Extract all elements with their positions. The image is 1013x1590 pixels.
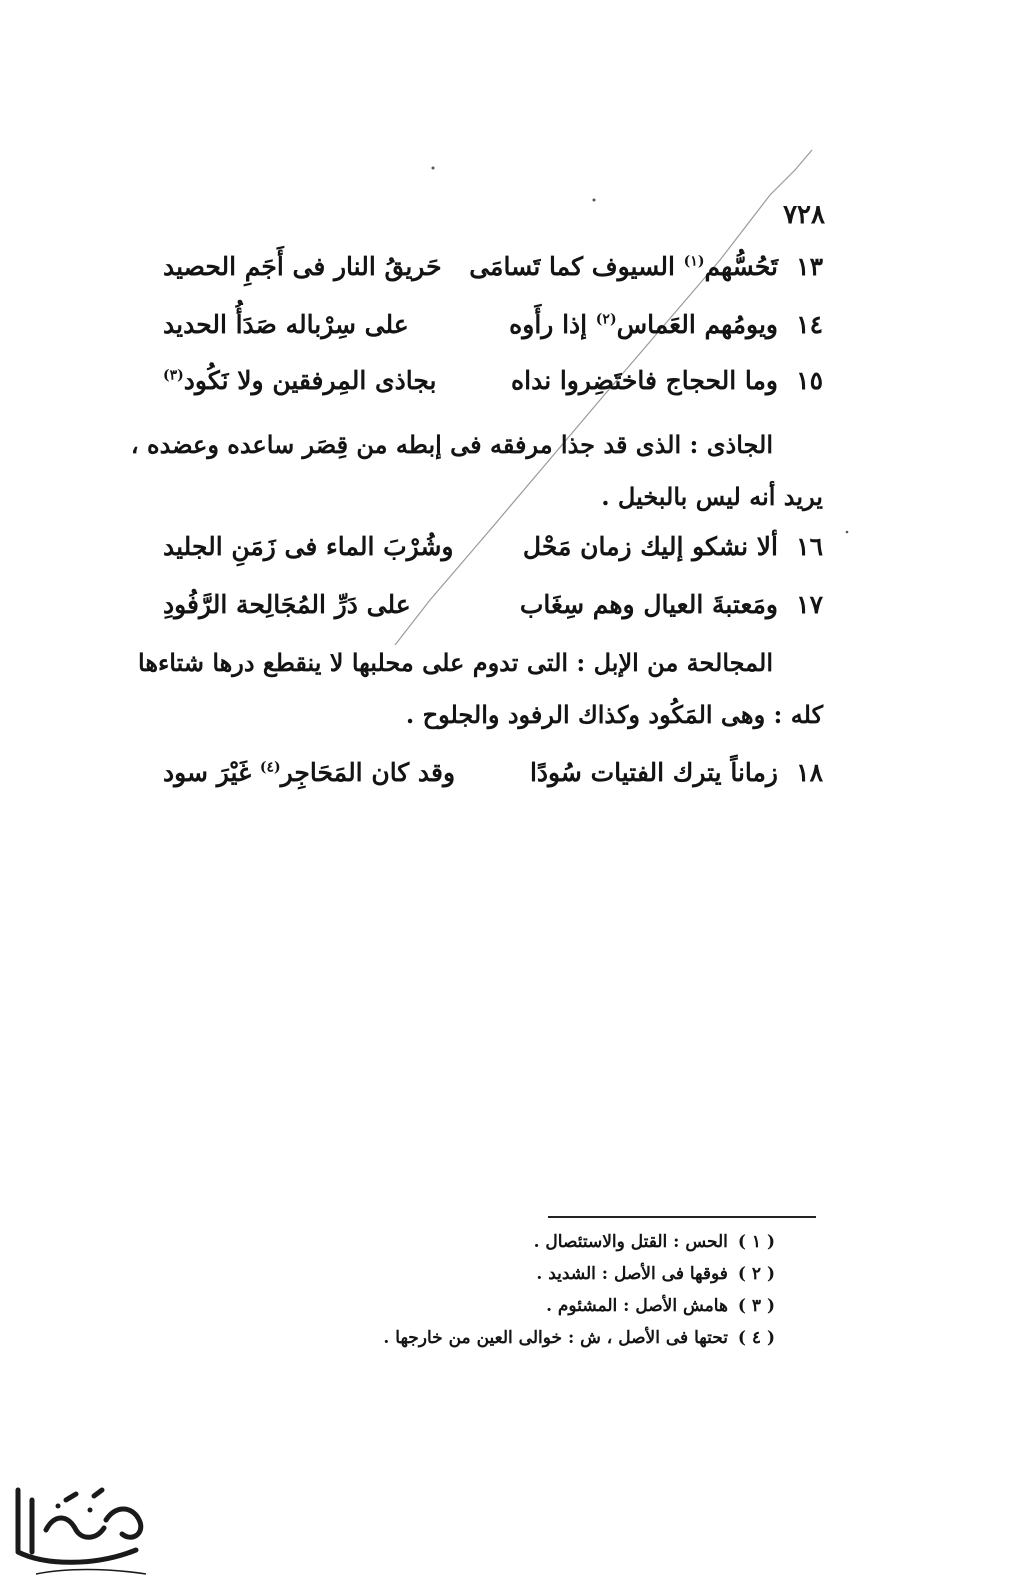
verse-number: ١٨ (796, 758, 823, 787)
footnote: ( ٣ )هامش الأصل : المشئوم . (546, 1296, 775, 1316)
verse-number: ١٣ (796, 252, 823, 281)
calligraphy-logo (6, 1470, 156, 1582)
footnote-divider (548, 1216, 816, 1218)
verse-second-hemistich: وقد كان المَحَاجِر$^{(٤)}$ غَيْرَ سود (163, 758, 456, 787)
footnote-marker: (٣) (163, 367, 184, 384)
verse-second-hemistich: حَريقُ النار فى أَجَمِ الحصيد (163, 252, 442, 281)
verse-first-hemistich: وما الحجاج فاختَضِروا نداه (511, 366, 778, 395)
footnote: ( ٤ )تحتها فى الأصل ، ش : خوالى العين من خارجها . (383, 1328, 775, 1348)
verse-second-hemistich: بجاذى المِرفقين ولا نَكُود$^{(٣)}$ (163, 366, 437, 395)
verse-first-hemistich: ويومُهم العَماس$^{(٢)}$ إذا رأَوه (509, 310, 778, 339)
footnote: ( ٢ )فوقها فى الأصل : الشديد . (536, 1264, 775, 1284)
verse-second-hemistich: على دَرِّ المُجَالِحة الرَّفُودِ (163, 590, 411, 619)
verse-line (163, 590, 823, 634)
footnote-marker: (٤) (259, 759, 281, 776)
verse-line (163, 532, 823, 576)
footnote-marker: (٢) (595, 311, 617, 328)
verse-line (163, 366, 823, 410)
verse-number: ١٥ (796, 366, 823, 395)
verse-first-hemistich: ألا نشكو إليك زمان مَحْل (522, 532, 778, 561)
gloss-line: يريد أنه ليس بالبخيل . (601, 482, 823, 511)
gloss-line: كله : وهى المَكُود وكذاك الرفود والجلوح . (405, 700, 823, 729)
verse-line (163, 252, 823, 296)
verse-second-hemistich: وشُرْبَ الماء فى زَمَنِ الجليد (163, 532, 454, 561)
verse-number: ١٤ (796, 310, 823, 339)
verse-first-hemistich: ومَعتبةَ العيال وهم سِغَاب (519, 590, 778, 619)
footnote-marker: (١) (683, 253, 705, 270)
footnote: ( ١ )الحس : القتل والاستئصال . (533, 1232, 775, 1252)
verse-first-hemistich: تَحُسُّهم$^{(١)}$ السيوف كما تَسامَى (469, 252, 778, 281)
gloss-line: الجاذى : الذى قد جذا مرفقه فى إبطه من قِصَر ساعده وعضده ، (130, 430, 773, 459)
footnotes (355, 1232, 775, 1360)
verse-second-hemistich: على سِرْباله صَدَأُ الحديد (163, 310, 409, 339)
verse-line (163, 310, 823, 354)
page-number: ٧٢٨ (783, 200, 825, 230)
gloss-line: المجالحة من الإبل : التى تدوم على محلبها لا ينقطع درها شتاءها (138, 648, 773, 677)
verse-first-hemistich: زماناً يترك الفتيات سُودًا (529, 758, 778, 787)
verse-line (163, 758, 823, 802)
verse-number: ١٧ (796, 590, 823, 619)
verse-number: ١٦ (796, 532, 823, 561)
